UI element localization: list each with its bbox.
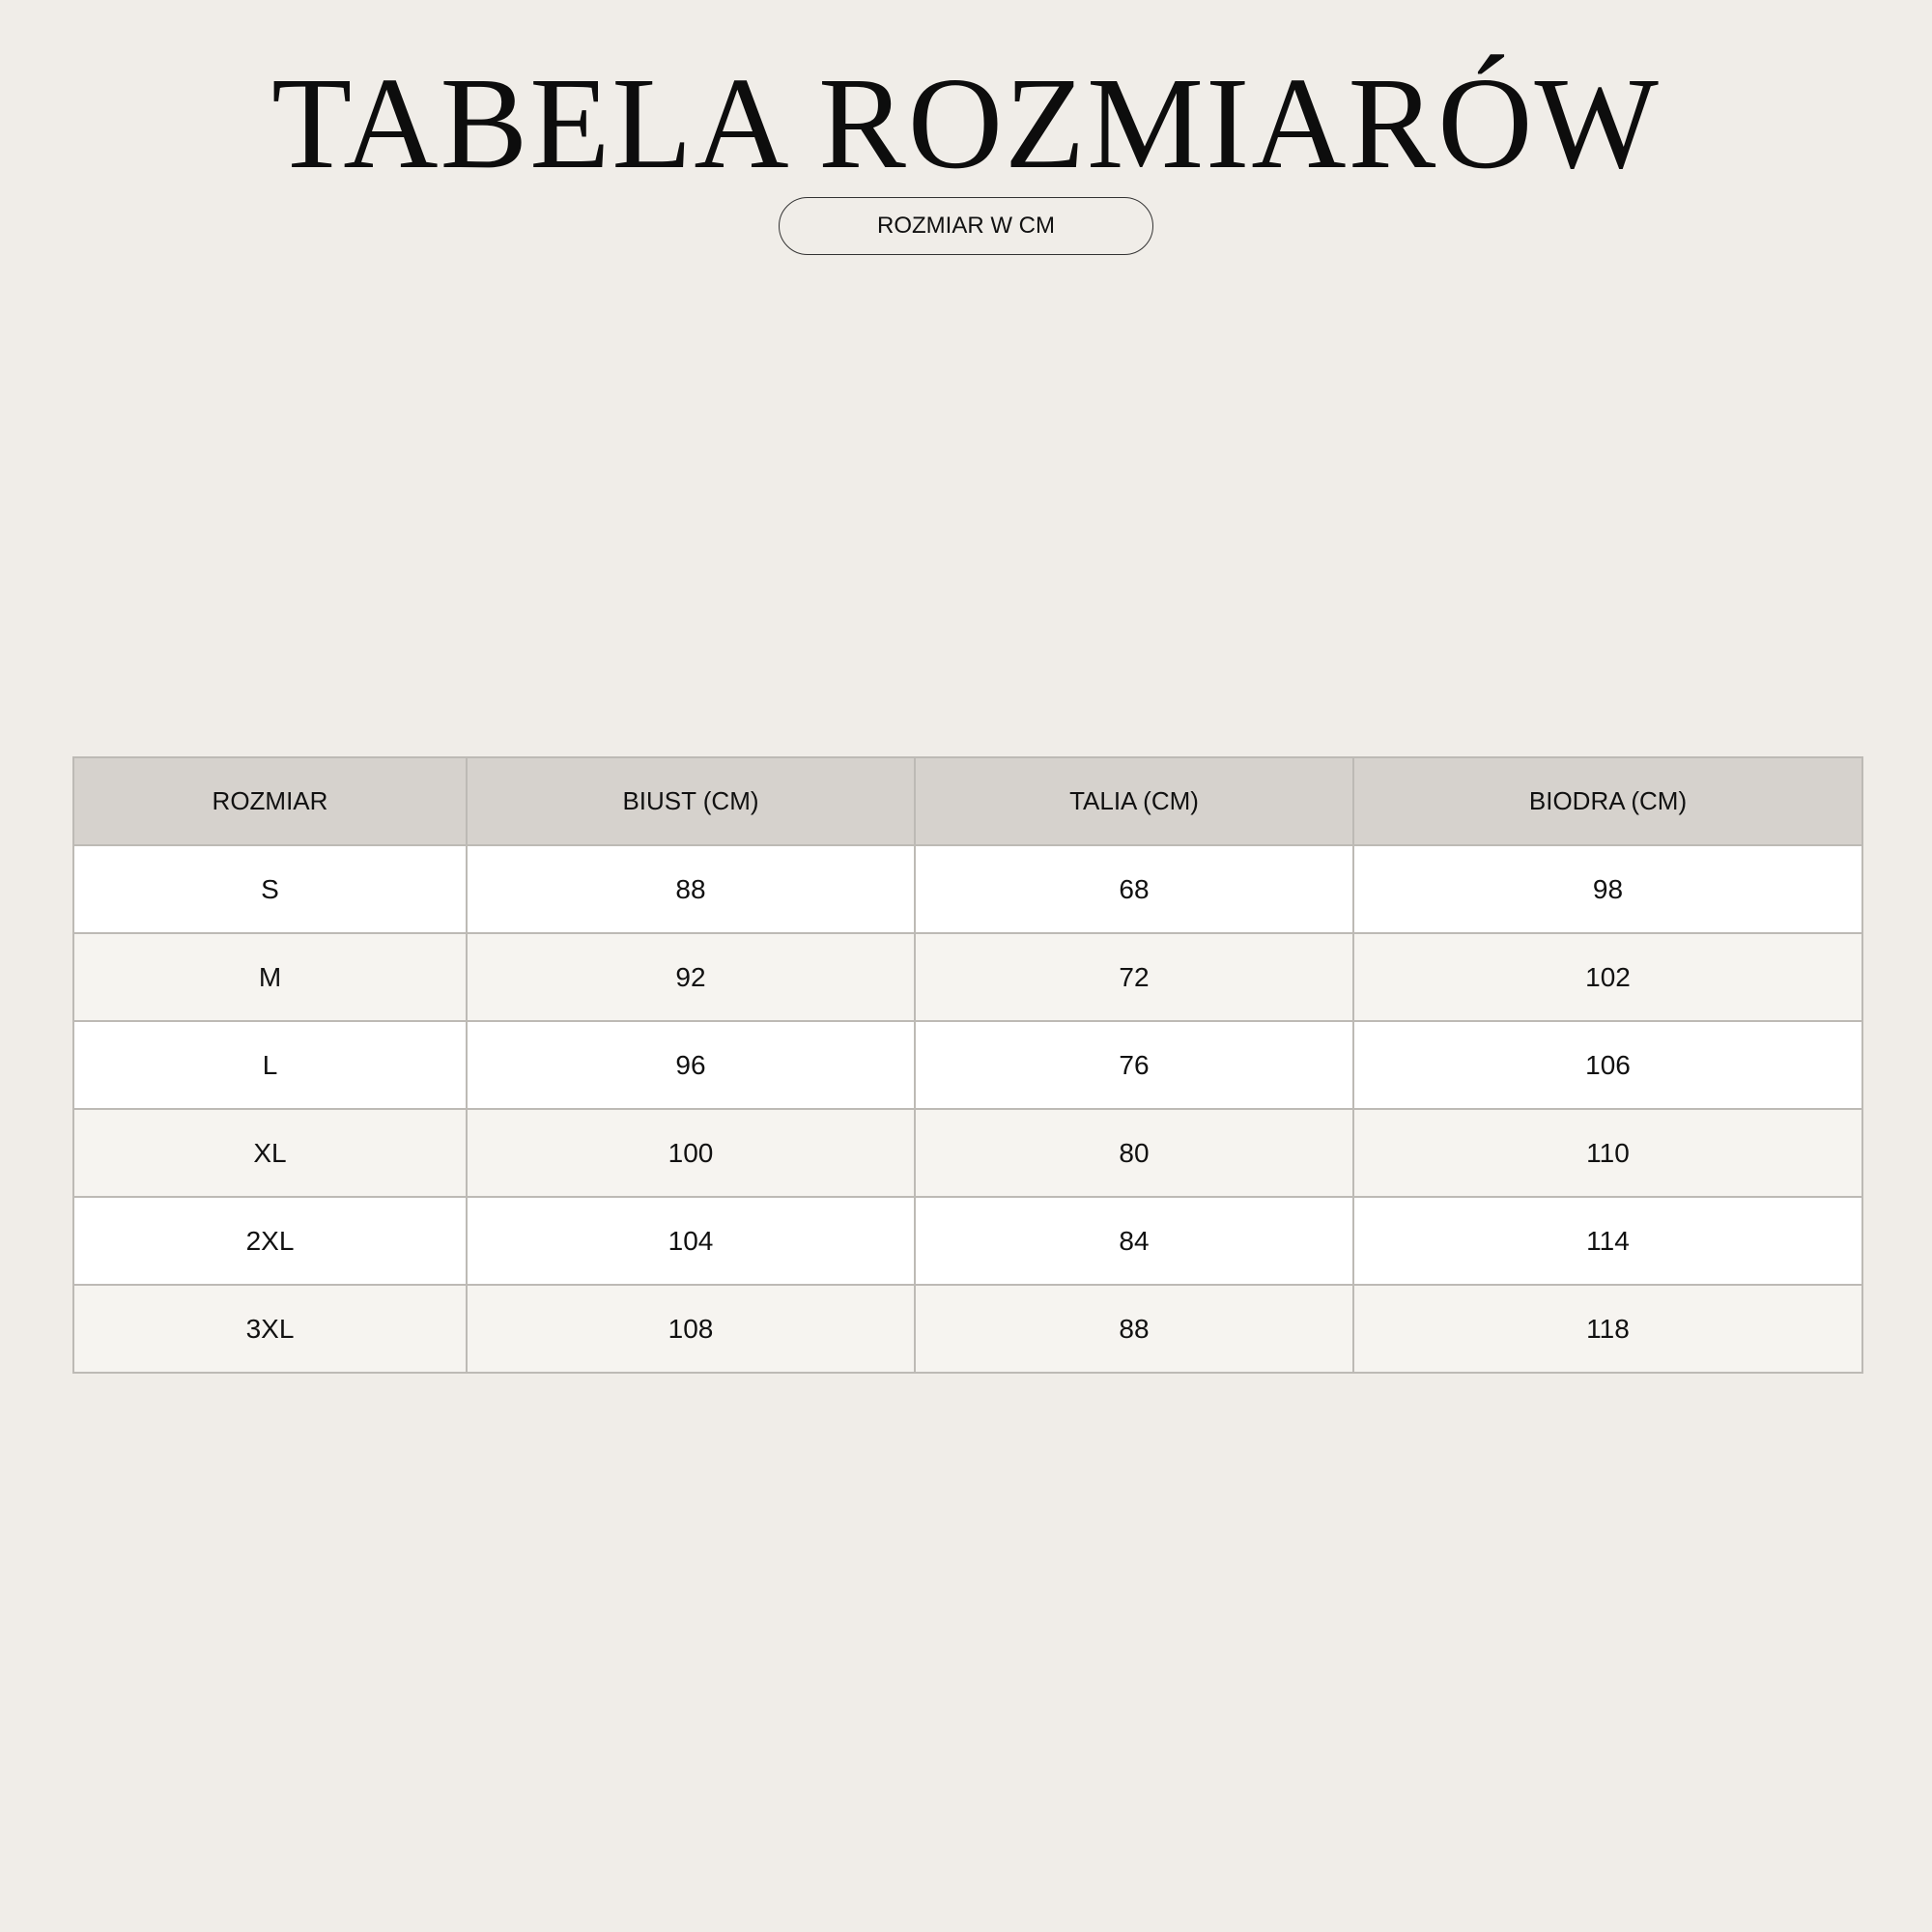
hips-cell: 102 [1353,933,1862,1021]
size-cell: S [73,845,467,933]
table-row [73,1021,1862,1109]
unit-badge-label: ROZMIAR W CM [877,213,1055,239]
size-cell: XL [73,1109,467,1197]
column-header-bust: BIUST (CM) [467,757,915,845]
size-cell: 3XL [73,1285,467,1373]
size-cell: M [73,933,467,1021]
hips-cell: 114 [1353,1197,1862,1285]
bust-cell: 108 [467,1285,915,1373]
waist-cell: 68 [915,845,1353,933]
column-header-hips: BIODRA (CM) [1353,757,1862,845]
waist-cell: 80 [915,1109,1353,1197]
size-table [72,756,1863,1374]
hips-cell: 106 [1353,1021,1862,1109]
table-row [73,1285,1862,1373]
bust-cell: 100 [467,1109,915,1197]
column-header-waist: TALIA (CM) [915,757,1353,845]
bust-cell: 92 [467,933,915,1021]
bust-cell: 104 [467,1197,915,1285]
table-header-row [73,757,1862,845]
table-row [73,1197,1862,1285]
waist-cell: 88 [915,1285,1353,1373]
bust-cell: 96 [467,1021,915,1109]
table-row [73,933,1862,1021]
hips-cell: 118 [1353,1285,1862,1373]
table-row [73,845,1862,933]
waist-cell: 76 [915,1021,1353,1109]
hips-cell: 98 [1353,845,1862,933]
waist-cell: 72 [915,933,1353,1021]
size-cell: L [73,1021,467,1109]
bust-cell: 88 [467,845,915,933]
table-row [73,1109,1862,1197]
size-cell: 2XL [73,1197,467,1285]
unit-badge [779,197,1153,255]
page-title: TABELA ROZMIARÓW [271,51,1661,196]
hips-cell: 110 [1353,1109,1862,1197]
column-header-size: ROZMIAR [73,757,467,845]
waist-cell: 84 [915,1197,1353,1285]
